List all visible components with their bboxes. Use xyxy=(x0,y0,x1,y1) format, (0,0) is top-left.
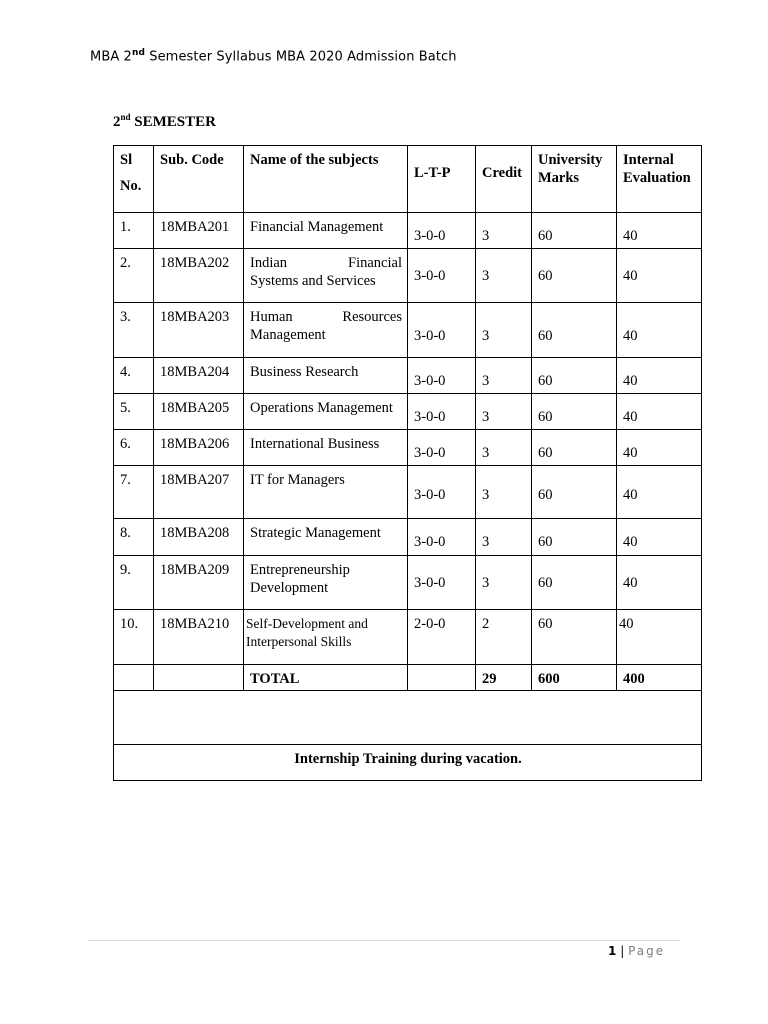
syllabus-table xyxy=(113,145,702,781)
section-title-sup: nd xyxy=(120,112,131,122)
header-part1: MBA 2 xyxy=(90,49,132,65)
header-ltp: L-T-P xyxy=(408,146,476,213)
total-credit: 29 xyxy=(476,665,532,691)
total-internal: 400 xyxy=(617,665,702,691)
table-row: 3. 18MBA203 Human Resources Management 3-0-0 3 60 40 xyxy=(114,303,702,358)
table-row: 6. 18MBA206 International Business 3-0-0 3 60 40 xyxy=(114,430,702,466)
note-row xyxy=(114,745,702,781)
page-label: Page xyxy=(628,944,666,958)
section-title-num: 2 xyxy=(113,114,121,130)
header-internal: Internal Evaluation xyxy=(617,146,702,213)
section-title xyxy=(113,112,216,131)
header-sl: Sl No. xyxy=(114,146,154,213)
running-header xyxy=(90,48,457,64)
section-title-text: SEMESTER xyxy=(130,114,216,130)
table-row: 8. 18MBA208 Strategic Management 3-0-0 3 60 40 xyxy=(114,519,702,556)
table-header-row xyxy=(114,146,702,213)
footer-divider xyxy=(88,940,680,941)
table-row: 1. 18MBA201 Financial Management 3-0-0 3 60 40 xyxy=(114,213,702,249)
header-credit: Credit xyxy=(476,146,532,213)
header-part2: Semester Syllabus MBA 2020 Admission Batch xyxy=(145,49,457,65)
empty-row xyxy=(114,691,702,745)
total-label: TOTAL xyxy=(244,665,408,691)
page-footer xyxy=(608,944,665,958)
table-row: 9. 18MBA209 Entrepreneurship Development 3-0-0 3 60 40 xyxy=(114,556,702,610)
page-number: 1 xyxy=(608,944,617,958)
header-sup: nd xyxy=(131,48,145,58)
internship-note: Internship Training during vacation. xyxy=(114,745,702,781)
header-name: Name of the subjects xyxy=(244,146,408,213)
total-row xyxy=(114,665,702,691)
table-row: 7. 18MBA207 IT for Managers 3-0-0 3 60 40 xyxy=(114,466,702,519)
total-university: 600 xyxy=(532,665,617,691)
table-row: 4. 18MBA204 Business Research 3-0-0 3 60 40 xyxy=(114,358,702,394)
header-code: Sub. Code xyxy=(154,146,244,213)
table-row: 10. 18MBA210 Self-Development and Interpersonal Skills 2-0-0 2 60 40 xyxy=(114,610,702,665)
table-row: 2. 18MBA202 Indian Financial Systems and Services 3-0-0 3 60 40 xyxy=(114,249,702,303)
table-row: 5. 18MBA205 Operations Management 3-0-0 3 60 40 xyxy=(114,394,702,430)
header-university: University Marks xyxy=(532,146,617,213)
page-separator: | xyxy=(620,944,625,958)
